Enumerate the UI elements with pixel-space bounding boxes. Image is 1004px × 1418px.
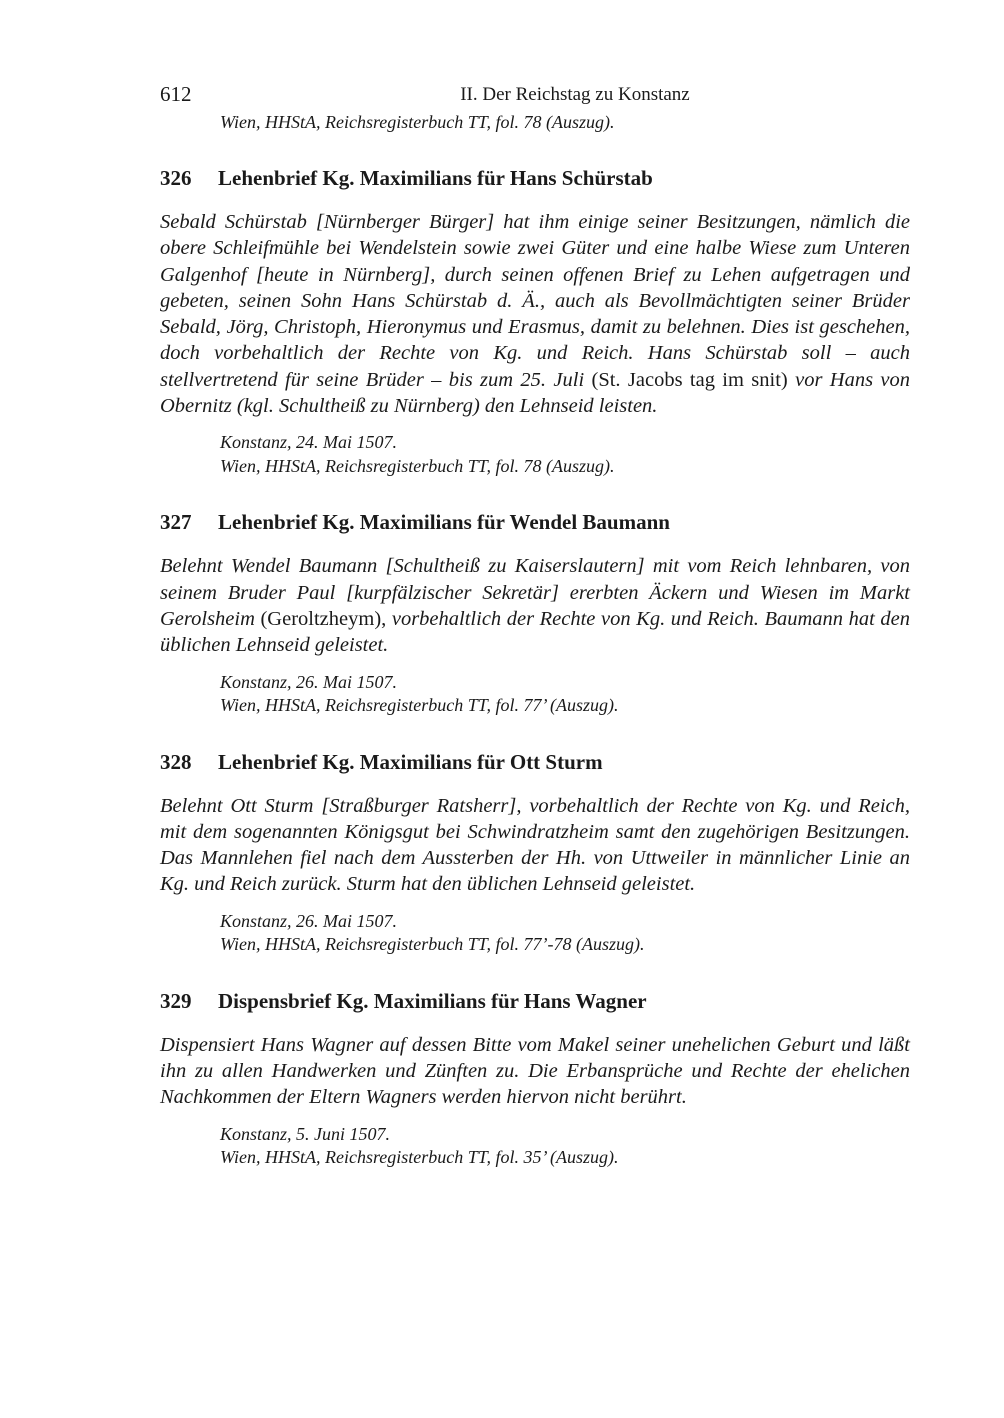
entry-327 [160, 509, 910, 717]
entry-summary [160, 793, 910, 898]
entry-title: Lehenbrief Kg. Maximilians für Hans Schürstab [218, 166, 653, 190]
source-quote: (Geroltzheym), [260, 607, 387, 630]
summary-text: vor Hans von Obernitz (kgl. Schultheiß zu Nürnberg) den Lehnseid leisten. [160, 368, 911, 418]
summary-text: Belehnt Wendel Baumann [Schultheiß zu Kaiserslautern] mit vom Reich lehnbaren, von seinem Bruder Paul [kurpfälzischer Sekretär] ererbten Äckern und Wiesen im Markt Gerolsheim [160, 555, 910, 630]
entry-title: Lehenbrief Kg. Maximilians für Ott Sturm [218, 749, 603, 774]
entry-heading [160, 165, 910, 191]
summary-text: Dispensiert Hans Wagner auf dessen Bitte vom Makel seiner unehelichen Geburt und läßt ihn zu allen Handwerken und Zünften zu. Die Erbansprüche und Rechte der ehelichen Nachkommen der Eltern Wagners werden hiervon nicht berührt. [160, 1033, 910, 1109]
entry-source: Wien, HHStA, Reichsregisterbuch TT, fol. 77’ (Auszug). [220, 695, 619, 716]
entry-number: 328 [160, 749, 192, 774]
entry-328 [160, 749, 910, 957]
document-page [160, 80, 910, 1170]
entry-title: Dispensbrief Kg. Maximilians für Hans Wagner [218, 988, 647, 1013]
entry-summary [160, 553, 910, 658]
page-number: 612 [160, 82, 192, 106]
summary-text: vorbehaltlich der Rechte von Kg. und Reich. Baumann hat den üblichen Lehnseid geleistet. [160, 607, 910, 657]
dating-block [160, 431, 910, 478]
running-head [160, 80, 910, 110]
summary-text: Sebald Schürstab [Nürnberger Bürger] hat ihm einige seiner Besitzungen, nämlich die obere Schleifmühle bei Wendelstein sowie zwei Güter und eine halbe Wiese zum Unteren Galgenhof [heute in Nürnberg], durch seinen offenen Brief zu Lehen aufgetragen und gebeten, seinen Sohn Hans Schürstab d. Ä., auch als Bevollmächtigten seiner Brüder Sebald, Jörg, Christoph, Hieronymus und Erasmus, damit zu belehnen. Dies ist geschehen, doch vorbehaltlich der Rechte von Kg. und Reich. Hans Schürstab soll – auch stellvertretend für seine Brüder – bis zum 25. Juli [160, 211, 910, 391]
entry-326 [160, 165, 910, 478]
entry-date: Konstanz, 26. Mai 1507. [220, 910, 398, 931]
source-quote: (St. Jacobs tag im snit) [591, 368, 788, 391]
entry-source: Wien, HHStA, Reichsregisterbuch TT, fol. 78 (Auszug). [220, 455, 615, 476]
entry-title: Lehenbrief Kg. Maximilians für Wendel Baumann [218, 510, 670, 535]
entry-summary [160, 209, 910, 419]
entry-heading [160, 988, 910, 1014]
entry-heading [160, 749, 910, 775]
dating-block [160, 1123, 910, 1170]
entry-number: 327 [160, 510, 192, 535]
dating-block [160, 671, 910, 718]
entry-source: Wien, HHStA, Reichsregisterbuch TT, fol. 77’-78 (Auszug). [220, 934, 645, 955]
entry-329 [160, 988, 910, 1170]
entry-date: Konstanz, 5. Juni 1507. [220, 1123, 391, 1144]
entry-number: 326 [160, 166, 192, 190]
entry-source: Wien, HHStA, Reichsregisterbuch TT, fol. 35’ (Auszug). [220, 1147, 619, 1168]
dating-block [160, 910, 910, 957]
entry-summary [160, 1032, 910, 1111]
running-title: II. Der Reichstag zu Konstanz [460, 84, 690, 105]
summary-text: Belehnt Ott Sturm [Straßburger Ratsherr], vorbehaltlich der Rechte von Kg. und Reich, mit dem sogenannten Königsgut bei Schwindratzheim samt den zugehörigen Besitzungen. Das Mannlehen fiel nach dem Aussterben der Hh. von Uttweiler in männlicher Linie an Kg. und Reich zurück. Sturm hat den üblichen Lehnseid geleistet. [160, 794, 910, 896]
entry-date: Konstanz, 24. Mai 1507. [220, 432, 398, 453]
entry-date: Konstanz, 26. Mai 1507. [220, 671, 398, 692]
entry-heading [160, 509, 910, 535]
entry-number: 329 [160, 988, 192, 1013]
carryover-source: Wien, HHStA, Reichsregisterbuch TT, fol. 78 (Auszug). [220, 112, 615, 132]
